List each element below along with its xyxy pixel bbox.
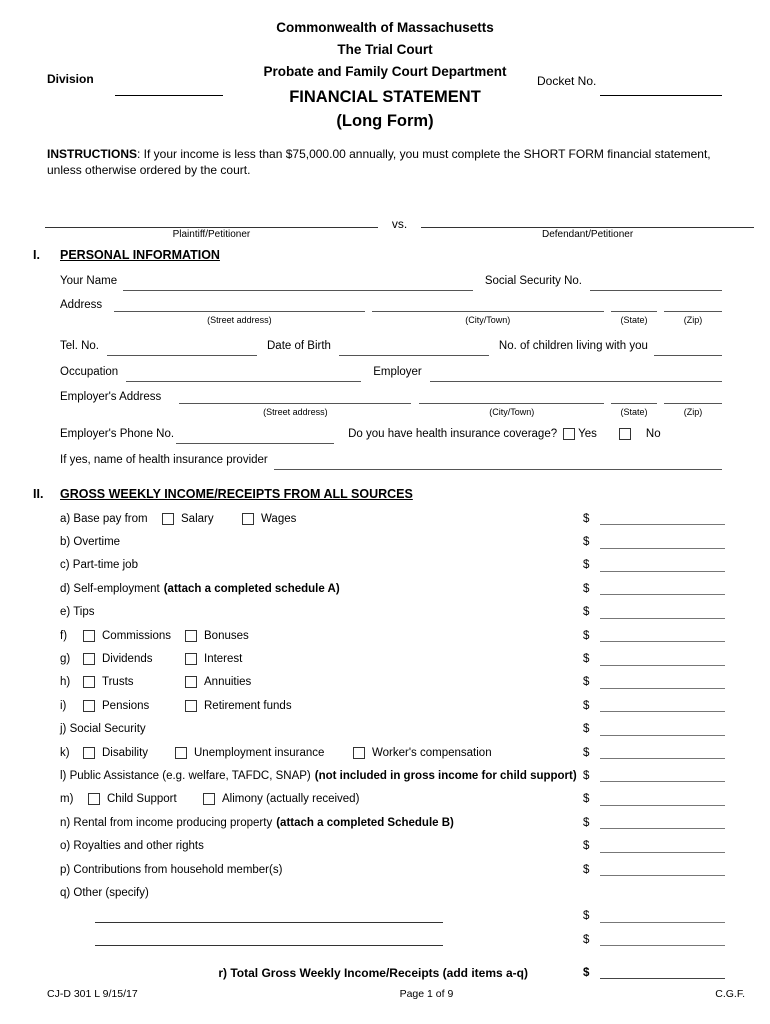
- plaintiff-field: [45, 216, 378, 240]
- employer-state-input-line[interactable]: [611, 388, 657, 404]
- section2-heading: II. GROSS WEEKLY INCOME/RECEIPTS FROM ALL SOURCES: [33, 487, 413, 501]
- amount-line-k[interactable]: [600, 746, 725, 759]
- income-row-k: [60, 741, 725, 764]
- amount-line-e[interactable]: [600, 606, 725, 619]
- address-city-input-line[interactable]: [372, 296, 604, 312]
- employer-city-input-line[interactable]: [419, 388, 604, 404]
- address-city-field: [372, 296, 604, 327]
- amount-line-d[interactable]: [600, 582, 725, 595]
- address-row: [60, 296, 722, 327]
- checkbox-trusts[interactable]: [83, 676, 95, 688]
- income-row-h: [60, 671, 725, 694]
- page-indicator: Page 1 of 9: [399, 988, 454, 1000]
- address-label: Address: [60, 299, 103, 311]
- income-label-o: o) Royalties and other rights: [60, 840, 204, 853]
- checkbox-interest[interactable]: [185, 653, 197, 665]
- amount-field-o: [583, 840, 725, 853]
- amount-line-a[interactable]: [600, 512, 725, 525]
- income-row-j: [60, 718, 725, 741]
- checkbox-option-bonuses: Bonuses: [185, 630, 249, 642]
- employer-street-input-line[interactable]: [179, 388, 411, 404]
- income-label-j: j) Social Security: [60, 723, 146, 736]
- currency-symbol: $: [583, 769, 590, 782]
- income-label-g: g) Dividends Interest: [60, 653, 243, 666]
- amount-line-other-1[interactable]: [600, 910, 725, 923]
- total-label: r) Total Gross Weekly Income/Receipts (add items a-q): [218, 965, 528, 980]
- dob-label: Date of Birth: [267, 340, 331, 352]
- income-label-d: d) Self-employment (attach a completed schedule A): [60, 582, 340, 595]
- ssn-label: Social Security No.: [484, 275, 582, 287]
- page-footer: [47, 988, 745, 1000]
- section2-numeral: II.: [33, 487, 44, 501]
- income-row-n: [60, 811, 725, 834]
- amount-line-total[interactable]: [600, 966, 725, 979]
- amount-line-c[interactable]: [600, 559, 725, 572]
- amount-field-k: [583, 746, 725, 759]
- amount-field-p: [583, 863, 725, 876]
- income-label-c: c) Part-time job: [60, 559, 138, 572]
- amount-field-d: [583, 582, 725, 595]
- name-ssn-row: [60, 273, 722, 288]
- checkbox-option-annuities: Annuities: [185, 676, 251, 688]
- street-sublabel: (Street address): [207, 315, 272, 325]
- section1-heading: I. PERSONAL INFORMATION: [33, 248, 220, 262]
- currency-symbol: $: [583, 559, 590, 572]
- tel-dob-children-row: [60, 338, 722, 353]
- instructions-label: INSTRUCTIONS: [47, 147, 137, 161]
- income-label-b: b) Overtime: [60, 536, 121, 549]
- checkbox-option-pensions: Pensions: [83, 700, 185, 712]
- division-input-line[interactable]: [115, 80, 223, 96]
- dob-input-line[interactable]: [339, 341, 489, 356]
- instructions-text: INSTRUCTIONS: If your income is less than $75,000.00 annually, you must complete the SHORT FORM financial statement, unless otherwise ordered by the court.: [47, 147, 711, 177]
- employer-state-sublabel: (State): [620, 407, 648, 417]
- checkbox-annuities[interactable]: [185, 676, 197, 688]
- employer-phone-label: Employer's Phone No.: [60, 428, 175, 440]
- income-row-i: [60, 694, 725, 717]
- checkbox-option-wages: Wages: [242, 513, 296, 525]
- currency-symbol: $: [583, 676, 590, 689]
- yes-label: Yes: [578, 428, 597, 440]
- occupation-label: Occupation: [60, 366, 119, 378]
- amount-line-h[interactable]: [600, 676, 725, 689]
- parties-block: [45, 216, 754, 240]
- amount-field-i: [583, 699, 725, 712]
- checkbox-alimony-actually-received[interactable]: [203, 793, 215, 805]
- checkbox-option-trusts: Trusts: [83, 676, 185, 688]
- other-specify-row-1: [60, 905, 725, 929]
- header-department: Probate and Family Court Department: [263, 64, 507, 79]
- checkbox-salary[interactable]: [162, 513, 174, 525]
- currency-symbol: $: [583, 746, 590, 759]
- income-row-a: [60, 507, 725, 530]
- employer-state-field: [611, 388, 657, 419]
- currency-symbol: $: [583, 816, 590, 829]
- income-label-q: q) Other (specify): [60, 886, 149, 899]
- employer-zip-input-line[interactable]: [664, 388, 722, 404]
- health-insurance-question: Do you have health insurance coverage?: [348, 428, 558, 440]
- checkbox-commissions[interactable]: [83, 630, 95, 642]
- tel-input-line[interactable]: [107, 341, 257, 356]
- amount-field-n: [583, 816, 725, 829]
- address-zip-field: [664, 296, 722, 327]
- form-title: FINANCIAL STATEMENT: [289, 88, 481, 106]
- amount-field-m: [583, 793, 725, 806]
- your-name-input-line[interactable]: [123, 276, 473, 291]
- occupation-input-line[interactable]: [126, 367, 361, 382]
- checkbox-option-commissions: Commissions: [83, 630, 185, 642]
- division-label: Division: [47, 72, 94, 86]
- checkbox-option-dividends: Dividends: [83, 653, 185, 665]
- defendant-sublabel: Defendant/Petitioner: [542, 229, 634, 240]
- zip-sublabel: (Zip): [683, 315, 703, 325]
- health-insurance-no-checkbox[interactable]: [619, 428, 631, 440]
- state-sublabel: (State): [620, 315, 648, 325]
- amount-line-other-2[interactable]: [600, 933, 725, 946]
- other-specify-row-2: [60, 928, 725, 952]
- amount-field-l: [583, 769, 725, 782]
- personal-information-section: [60, 273, 722, 467]
- income-row-c: [60, 554, 725, 577]
- employer-street-sublabel: (Street address): [263, 407, 328, 417]
- header-court: The Trial Court: [337, 42, 433, 57]
- income-label-p: p) Contributions from household member(s): [60, 863, 283, 876]
- occupation-employer-row: [60, 364, 722, 379]
- plaintiff-input-line[interactable]: [45, 216, 378, 228]
- income-label-h: h) Trusts Annuities: [60, 676, 252, 689]
- defendant-field: [421, 216, 754, 240]
- other-specify-rows: [60, 905, 725, 952]
- income-label-n: n) Rental from income producing property (attach a completed Schedule B): [60, 816, 454, 829]
- defendant-input-line[interactable]: [421, 216, 754, 228]
- employer-address-label: Employer's Address: [60, 391, 162, 403]
- amount-field-b: [583, 536, 725, 549]
- other-specify-line-2[interactable]: [95, 933, 443, 946]
- income-row-m: [60, 788, 725, 811]
- employer-phone-insurance-row: [60, 426, 722, 441]
- income-label-k: k) Disability Unemployment insurance Worker's compensation: [60, 746, 492, 759]
- amount-field-other-2: [583, 933, 725, 946]
- no-label: No: [645, 428, 661, 440]
- employer-zip-field: [664, 388, 722, 419]
- footer-right-code: C.G.F.: [715, 988, 745, 1000]
- section1-numeral: I.: [33, 248, 40, 262]
- income-label-i: i) Pensions Retirement funds: [60, 699, 292, 712]
- amount-line-i[interactable]: [600, 699, 725, 712]
- form-number: CJ-D 301 L 9/15/17: [47, 988, 138, 1000]
- checkbox-unemployment-insurance[interactable]: [175, 747, 187, 759]
- amount-field-other-1: [583, 910, 725, 923]
- employer-phone-input-line[interactable]: [176, 429, 334, 444]
- income-section: [60, 507, 725, 986]
- income-label-l: l) Public Assistance (e.g. welfare, TAFDC, SNAP) (not included in gross income for child support): [60, 769, 577, 782]
- tel-label: Tel. No.: [60, 340, 99, 352]
- checkbox-worker-s-compensation[interactable]: [353, 747, 365, 759]
- vs-label: vs.: [391, 217, 408, 231]
- provider-input-line[interactable]: [274, 455, 722, 470]
- form-header: [0, 0, 770, 131]
- amount-line-f[interactable]: [600, 629, 725, 642]
- checkbox-option-salary: Salary: [162, 513, 242, 525]
- amount-field-g: [583, 653, 725, 666]
- address-zip-input-line[interactable]: [664, 296, 722, 312]
- employer-street-field: [179, 388, 411, 419]
- other-specify-line-1[interactable]: [95, 910, 443, 923]
- amount-line-j[interactable]: [600, 723, 725, 736]
- plaintiff-sublabel: Plaintiff/Petitioner: [172, 229, 251, 240]
- currency-symbol: $: [583, 629, 590, 642]
- income-label-m: m) Child Support Alimony (actually received): [60, 793, 360, 806]
- currency-symbol: $: [583, 582, 590, 595]
- employer-label: Employer: [373, 366, 422, 378]
- ssn-input-line[interactable]: [590, 276, 722, 291]
- children-input-line[interactable]: [654, 341, 722, 356]
- employer-address-row: [60, 388, 722, 419]
- currency-symbol: $: [583, 699, 590, 712]
- checkbox-bonuses[interactable]: [185, 630, 197, 642]
- employer-city-field: [419, 388, 604, 419]
- amount-line-o[interactable]: [600, 840, 725, 853]
- income-items: [60, 507, 725, 905]
- amount-field-c: [583, 559, 725, 572]
- currency-symbol: $: [583, 840, 590, 853]
- checkbox-option-retirement-funds: Retirement funds: [185, 700, 292, 712]
- checkbox-child-support[interactable]: [88, 793, 100, 805]
- amount-line-n[interactable]: [600, 816, 725, 829]
- your-name-label: Your Name: [60, 275, 118, 287]
- income-row-l: [60, 764, 725, 787]
- amount-line-g[interactable]: [600, 653, 725, 666]
- address-state-input-line[interactable]: [611, 296, 657, 312]
- amount-line-b[interactable]: [600, 536, 725, 549]
- employer-city-sublabel: (City/Town): [489, 407, 535, 417]
- currency-symbol: $: [583, 536, 590, 549]
- currency-symbol: $: [583, 793, 590, 806]
- checkbox-disability[interactable]: [83, 747, 95, 759]
- amount-field-j: [583, 723, 725, 736]
- currency-symbol: $: [583, 512, 590, 525]
- income-row-e: [60, 601, 725, 624]
- income-label-a: a) Base pay from Salary Wages: [60, 512, 297, 525]
- income-row-g: [60, 647, 725, 670]
- total-amount-field: [583, 966, 725, 979]
- amount-line-m[interactable]: [600, 793, 725, 806]
- currency-symbol: $: [583, 653, 590, 666]
- income-row-q: [60, 881, 725, 904]
- currency-symbol: $: [583, 863, 590, 876]
- form-subtitle: (Long Form): [336, 112, 434, 130]
- insurance-provider-row: [60, 452, 722, 467]
- address-street-input-line[interactable]: [114, 296, 364, 312]
- currency-symbol: $: [583, 966, 590, 979]
- amount-field-h: [583, 676, 725, 689]
- city-sublabel: (City/Town): [465, 315, 511, 325]
- checkbox-pensions[interactable]: [83, 700, 95, 712]
- amount-field-f: [583, 629, 725, 642]
- checkbox-option-unemployment-insurance: Unemployment insurance: [175, 747, 353, 759]
- amount-field-a: [583, 512, 725, 525]
- income-row-o: [60, 834, 725, 857]
- checkbox-retirement-funds[interactable]: [185, 700, 197, 712]
- currency-symbol: $: [583, 933, 590, 946]
- amount-line-l[interactable]: [600, 769, 725, 782]
- checkbox-option-interest: Interest: [185, 653, 242, 665]
- currency-symbol: $: [583, 723, 590, 736]
- income-row-d: [60, 577, 725, 600]
- checkbox-dividends[interactable]: [83, 653, 95, 665]
- checkbox-wages[interactable]: [242, 513, 254, 525]
- address-state-field: [611, 296, 657, 327]
- total-row: [60, 960, 725, 986]
- checkbox-option-child-support: Child Support: [88, 793, 203, 805]
- income-row-b: [60, 530, 725, 553]
- income-label-e: e) Tips: [60, 606, 95, 619]
- docket-number-label: Docket No.: [537, 74, 597, 88]
- header-org: Commonwealth of Massachusetts: [276, 20, 494, 35]
- docket-number-input-line[interactable]: [600, 80, 722, 96]
- children-label: No. of children living with you: [498, 340, 648, 352]
- income-row-p: [60, 858, 725, 881]
- address-street-field: [114, 296, 364, 327]
- checkbox-option-worker-s-compensation: Worker's compensation: [353, 747, 492, 759]
- provider-label: If yes, name of health insurance provider: [60, 454, 268, 466]
- employer-input-line[interactable]: [430, 367, 722, 382]
- employer-zip-sublabel: (Zip): [683, 407, 703, 417]
- currency-symbol: $: [583, 910, 590, 923]
- health-insurance-yes-checkbox[interactable]: [563, 428, 575, 440]
- amount-field-e: [583, 606, 725, 619]
- currency-symbol: $: [583, 606, 590, 619]
- income-row-f: [60, 624, 725, 647]
- checkbox-option-disability: Disability: [83, 747, 175, 759]
- income-label-f: f) Commissions Bonuses: [60, 629, 249, 642]
- checkbox-option-alimony-actually-received: Alimony (actually received): [203, 793, 359, 805]
- amount-line-p[interactable]: [600, 863, 725, 876]
